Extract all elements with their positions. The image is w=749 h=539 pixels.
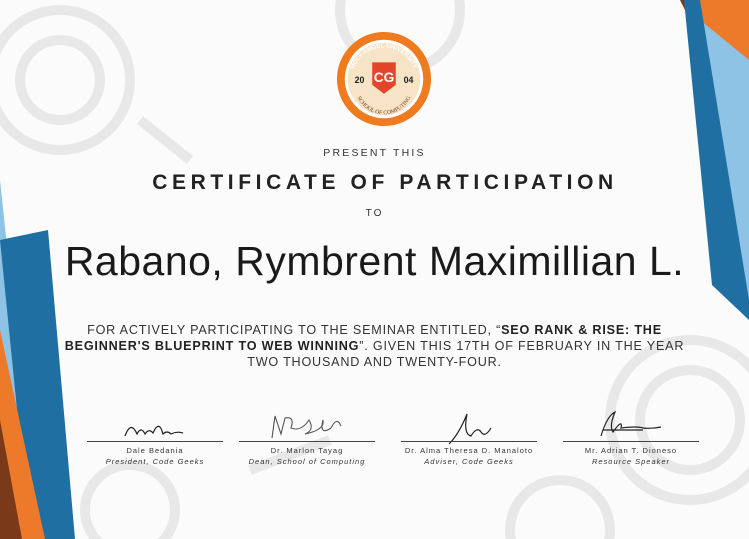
signatory-1 [75,406,235,470]
signatory-4-name: Mr. Adrian T. Dioneso [584,446,678,455]
signatory-3-name: Dr. Alma Theresa D. Manaloto [404,446,534,455]
signatory-4 [551,406,711,470]
body-intro: FOR ACTIVELY PARTICIPATING TO THE SEMINAR ENTITLED, “ [87,323,502,337]
present-text: PRESENT THIS [323,147,426,159]
seminar-title: SEO RANK & RISE: THE BEGINNER'S BLUEPRINT TO WEB WINNING [64,323,662,353]
seal-top-text: HOLY ANGEL UNIVERSITY [349,42,419,70]
seal-year-right: 04 [403,74,414,85]
signature-4 [551,406,711,446]
signatory-2-role: Dean, School of Computing [248,457,366,466]
seal-year-left: 20 [354,74,365,85]
body-date: ”. GIVEN THIS 17TH OF FEBRUARY IN THE YEAR TWO THOUSAND AND TWENTY-FOUR. [247,339,685,369]
signatory-4-role: Resource Speaker [591,457,671,466]
signatory-1-name: Dale Bedania [126,446,184,455]
signatory-2 [227,406,387,470]
signatory-3 [389,406,549,470]
recipient-name: Rabano, Rymbrent Maximillian L. [64,238,685,284]
seal-bottom-text: SCHOOL OF COMPUTING [355,95,413,117]
certificate-body [60,322,689,370]
signature-3 [389,406,549,446]
signatory-3-role: Adviser, Code Geeks [424,457,514,466]
university-seal [335,30,433,128]
signature-1 [75,406,235,446]
signature-2 [227,406,387,446]
to-text: TO [365,208,384,219]
signatory-1-role: President, Code Geeks [105,457,205,466]
signatory-2-name: Dr. Marlon Tayag [270,446,344,455]
certificate-title: CERTIFICATE OF PARTICIPATION [152,171,618,194]
seal-monogram: CG [373,69,395,85]
